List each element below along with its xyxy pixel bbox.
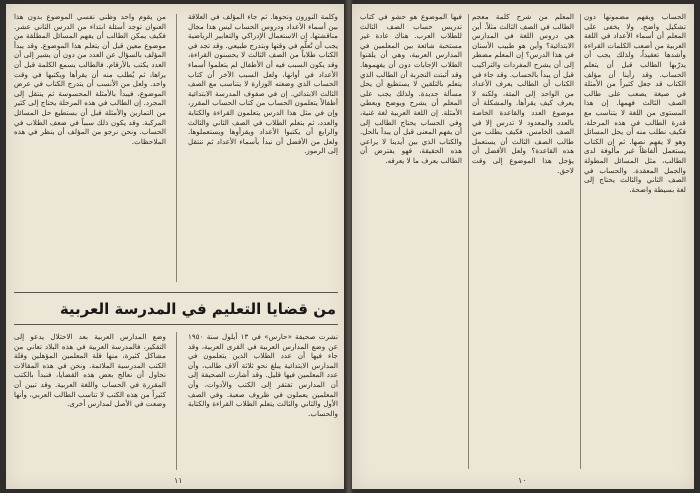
column-divider	[176, 332, 177, 470]
paragraph: نشرت صحيفة «حارس» في ١٣ أيلول سنة ١٩٥٠ عن وضع المدارس العربية في القرى العربية، وقد جاء فيها أن عدد الطلاب الذين يتعلمون في المدارس الابتدائية يبلغ نحو ثلاثة آلاف طالب، وأن عدد المعلمين فيها قليل. وقد أشارت الصحيفة إلى أن المدارس تفتقر إلى الكتب والأدوات، وأن المعلمين يعملون في ظروف صعبة. وفي الصف الأول والثاني والثالث يتعلم الطلاب القراءة والكتابة والحساب.	[188, 332, 338, 418]
right-page-column-2	[472, 12, 574, 470]
left-page-bottom-column-left	[14, 332, 166, 472]
left-page-column-right	[188, 12, 338, 282]
left-page-bottom-column-right	[188, 332, 338, 472]
left-page-column-left	[14, 12, 166, 282]
column-divider	[580, 14, 581, 469]
paragraph: فيها الموضوع هو حشو في كتاب تدريس حساب الصف الثالث للطلاب العرب. هناك عادة غير مستحبة شائعة بين المعلمين في المدارس العربية، وهي أن يلقنوا الطلاب الإجابات دون أن يفهموها. وقد أثبتت التجربة أن الطالب الذي يتعلم بالتلقين لا يستطيع أن يحل مسألة جديدة. ولذلك يجب على المعلم أن يشرح ويوضح ويعطي الأمثلة. إن اللغة العربية لغة غنية، وفي الحساب يحتاج الطالب إلى أن يفهم المعنى قبل أن يبدأ بالحل. والكتاب الذي بين أيدينا لا يراعي هذه الحقيقة، فهو يفترض أن الطالب يعرف ما لا يعرفه.	[360, 12, 462, 165]
paragraph: الحساب ويفهم مضمونها دون تشكيل واضح. ولا يخفى على المعلم أن أسماء الأعداد في اللغة العربية من أصعب الكلمات القراءة وأشدها تعقيداً، ولذلك يجب أن يدرّبها الطالب قبل أن يتعلم الحساب. وقد رأينا أن مؤلف الكتاب قد جعل كثيراً من الأمثلة في صيغة يصعب على طالب الصف الثالث فهمها. إن هذا المستوى من اللغة لا يتناسب مع قدرة الطالب في هذه المرحلة، فكيف نطلب منه أن يحل المسائل وهو لا يفهم نصها. ثم إن الكتاب يستعمل ألفاظاً غير مألوفة لدى الطالب، مثل المسائل المطولة والجمل المعقدة. والحساب في الصف الثاني والثالث يحتاج إلى لغة بسيطة واضحة.	[584, 12, 686, 194]
column-divider	[176, 14, 177, 282]
column-divider	[468, 14, 469, 469]
left-page	[6, 4, 346, 489]
right-page-column-3	[360, 12, 462, 470]
paragraph: وضع المدارس العربية بعد الاحتلال يدعو إلى التفكير، فالمدرسة العربية في هذه البلاد تعاني من مشاكل كثيرة، منها قلة المعلمين المؤهلين وقلة الكتب المدرسية الملائمة. ونحن في هذه المقالات نحاول أن نعالج بعض هذه القضايا، فنبدأ بالكتب المقررة في الحساب واللغة العربية. وقد تبين أن كثيراً من هذه الكتب لا تناسب الطالب العربي، وأنها وضعت في الأصل لمدارس أخرى.	[14, 332, 166, 409]
paragraph: المعلم من شرح كلمة معجم الطالب في الصف الثالث مثلاً. أين هي دروس اللغة في المدارس الابتدائية؟ وأين هو طبيب الأسنان في هذا الدرس؟ إن المعلم مضطر إلى أن يشرح المفردات والتراكيب قبل أن يبدأ بالحساب. وقد جاء في الكتاب أن الطالب يعرف الأعداد من الواحد إلى المئة، ولكنه لا يعرف كيف يقرأها. والمشكلة أن موضوع العدد والقاعدة الخاصة بالعدد والمعدود لا تدرس إلا في الصف الخامس. فكيف يطلب من طالب الصف الثالث أن يستعمل هذه القاعدة؟ ولعل الأفضل أن يؤجل هذا الموضوع إلى وقت لاحق.	[472, 12, 574, 175]
paragraph: وكلمة النورون ونحوها. ثم جاء المؤلف في العلاقة بين أسماء الأعداد ودروس الحساب ليس هذا مجال مناقشتها. إن الاستعمال الإدراكي والتعابير الرياضية يجب أن تُعلّم في وقتها وبتدرج طبيعي. وقد تجد في الكتاب طلاباً من الصف الثالث لا يحسنون القراءة، وقد يكون السبب فيه أن الأطفال لم يتعلموا أسماء الأعداد في أوانها، ولعل السبب الآخر أن كتاب الحساب الذي وضعته الوزارة لا يتناسب مع الصف الثالث الابتدائي. إن في صفوف المدرسة الابتدائية أطفالاً يتعلمون الحساب من كتاب الحساب المقرر، وإن في مثل هذا الدرس يتعلمون القراءة والكتابة والعدد، ثم يتعلم الطلاب في الصف الثاني والثالث والرابع أن يكتبوا الأعداد ويقرأوها ويستعملوها. ولعل من الأفضل أن نبدأ بأسماء الأعداد ثم ننتقل إلى الرموز.	[188, 12, 338, 156]
headline-rule-bottom	[14, 324, 338, 325]
right-page-column-1	[584, 12, 686, 470]
right-page	[352, 4, 694, 489]
article-headline: من قضايا التعليم في المدرسة العربية	[59, 300, 336, 318]
paragraph: من يقوم واحد وظني نفسي الموضوع بدون هذا العنوان توجد أسئلة ابتداء من الدرس الثاني عشر. فكيف يمكن الطالب أن يفهم المسائل المطلقة من موضوع معين قبل أن يتعلم هذا الموضوع. وقد يبدأ المؤلف بالسؤال عن العدد من دون أن يشير إلى أن العدد يكتب بالأرقام. فالطالب يسمع الكلمة قبل أن يراها، ثم يُطلب منه أن يقرأها ويكتبها في وقت واحد. ولعل من الأنسب أن يتدرج الكتاب في عرض الموضوع، فيبدأ بالأمثلة المحسوسة ثم ينتقل إلى المجرد. إن الطالب في هذه المرحلة يحتاج إلى كثير من التمارين والأمثلة قبل أن يستطيع حل المسائل المركبة. وقد يكون ذلك سبباً في ضعف الطلاب في الحساب. ونحن نرجو من المؤلف أن ينظر في هذه الملاحظات.	[14, 12, 166, 146]
headline-rule-top	[14, 292, 338, 293]
page-number: ١١	[174, 476, 183, 485]
page-number: ١٠	[518, 476, 527, 485]
